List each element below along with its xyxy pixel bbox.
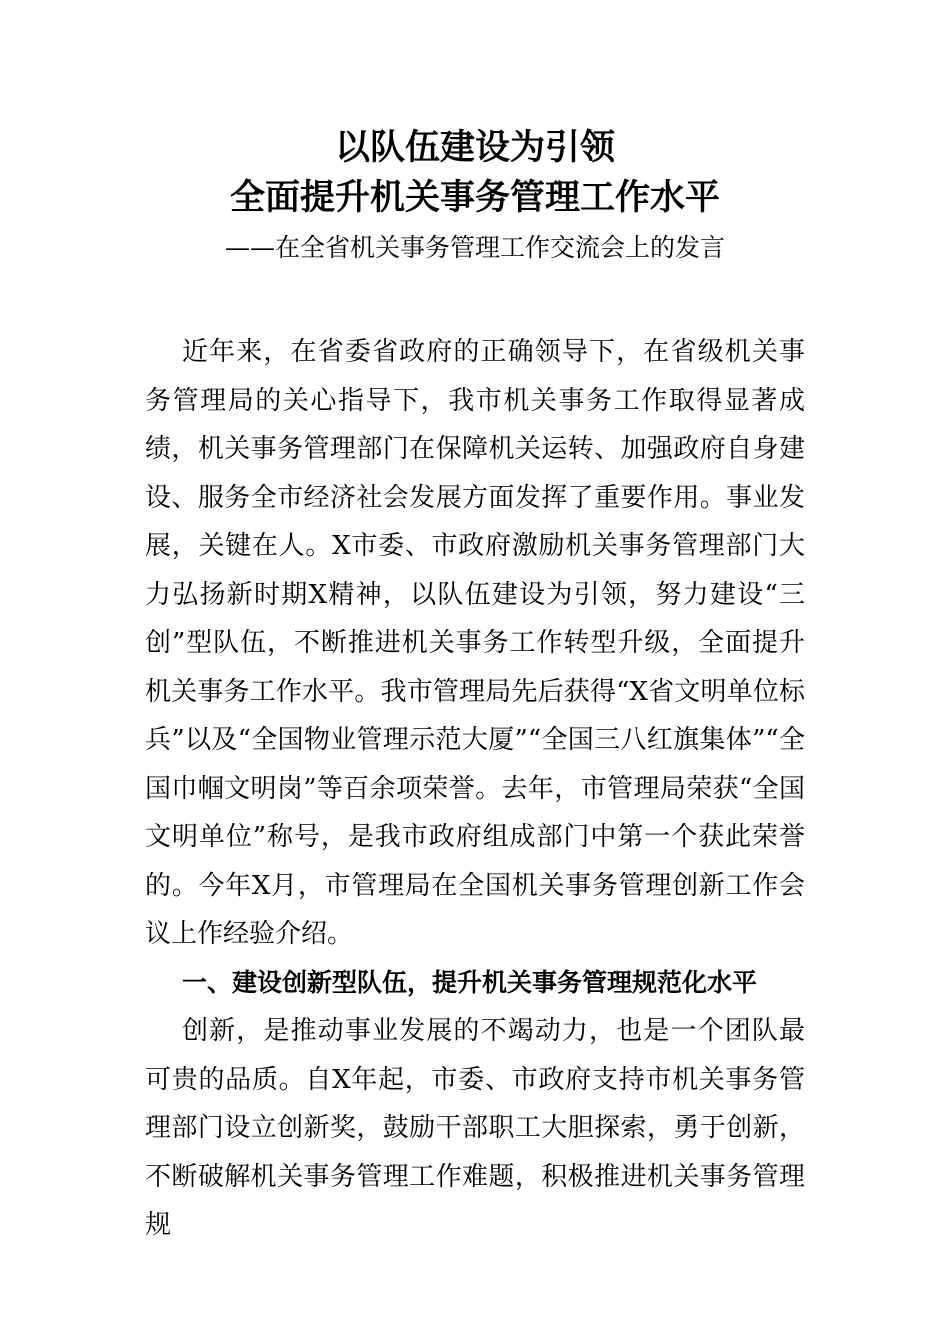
- section-paragraph: 创新，是推动事业发展的不竭动力，也是一个团队最可贵的品质。自X年起，市委、市政府支持市机关事务管理部门设立创新奖，鼓励干部职工大胆探索，勇于创新，不断破解机关事务管理工作难题，积极推进机关事务管理规: [145, 1016, 805, 1240]
- document-subtitle: ——在全省机关事务管理工作交流会上的发言: [224, 233, 725, 262]
- document-title-line-1: 以队伍建设为引领: [334, 128, 615, 168]
- intro-paragraph: 近年来，在省委省政府的正确领导下，在省级机关事务管理局的关心指导下，我市机关事务工作取得显著成绩，机关事务管理部门在保障机关运转、加强政府自身建设、服务全市经济社会发展方面发挥了重要作用。事业发展，关键在人。X市委、市政府激励机关事务管理部门大力弘扬新时期X精神，以队伍建设为引领，努力建设“三创”型队伍，不断推进机关事务工作转型升级，全面提升机关事务工作水平。我市管理局先后获得“X省文明单位标兵”以及“全国物业管理示范大厦”“全国三八红旗集体”“全国巾帼文明岗”等百余项荣誉。去年，市管理局荣获“全国文明单位”称号，是我市政府组成部门中第一个获此荣誉的。今年X月，市管理局在全国机关事务管理创新工作会议上作经验介绍。: [145, 337, 805, 949]
- section-heading: 一、建设创新型队伍，提升机关事务管理规范化水平: [182, 967, 758, 997]
- document-title-line-2: 全面提升机关事务管理工作水平: [229, 178, 720, 218]
- document-body: [145, 328, 805, 1250]
